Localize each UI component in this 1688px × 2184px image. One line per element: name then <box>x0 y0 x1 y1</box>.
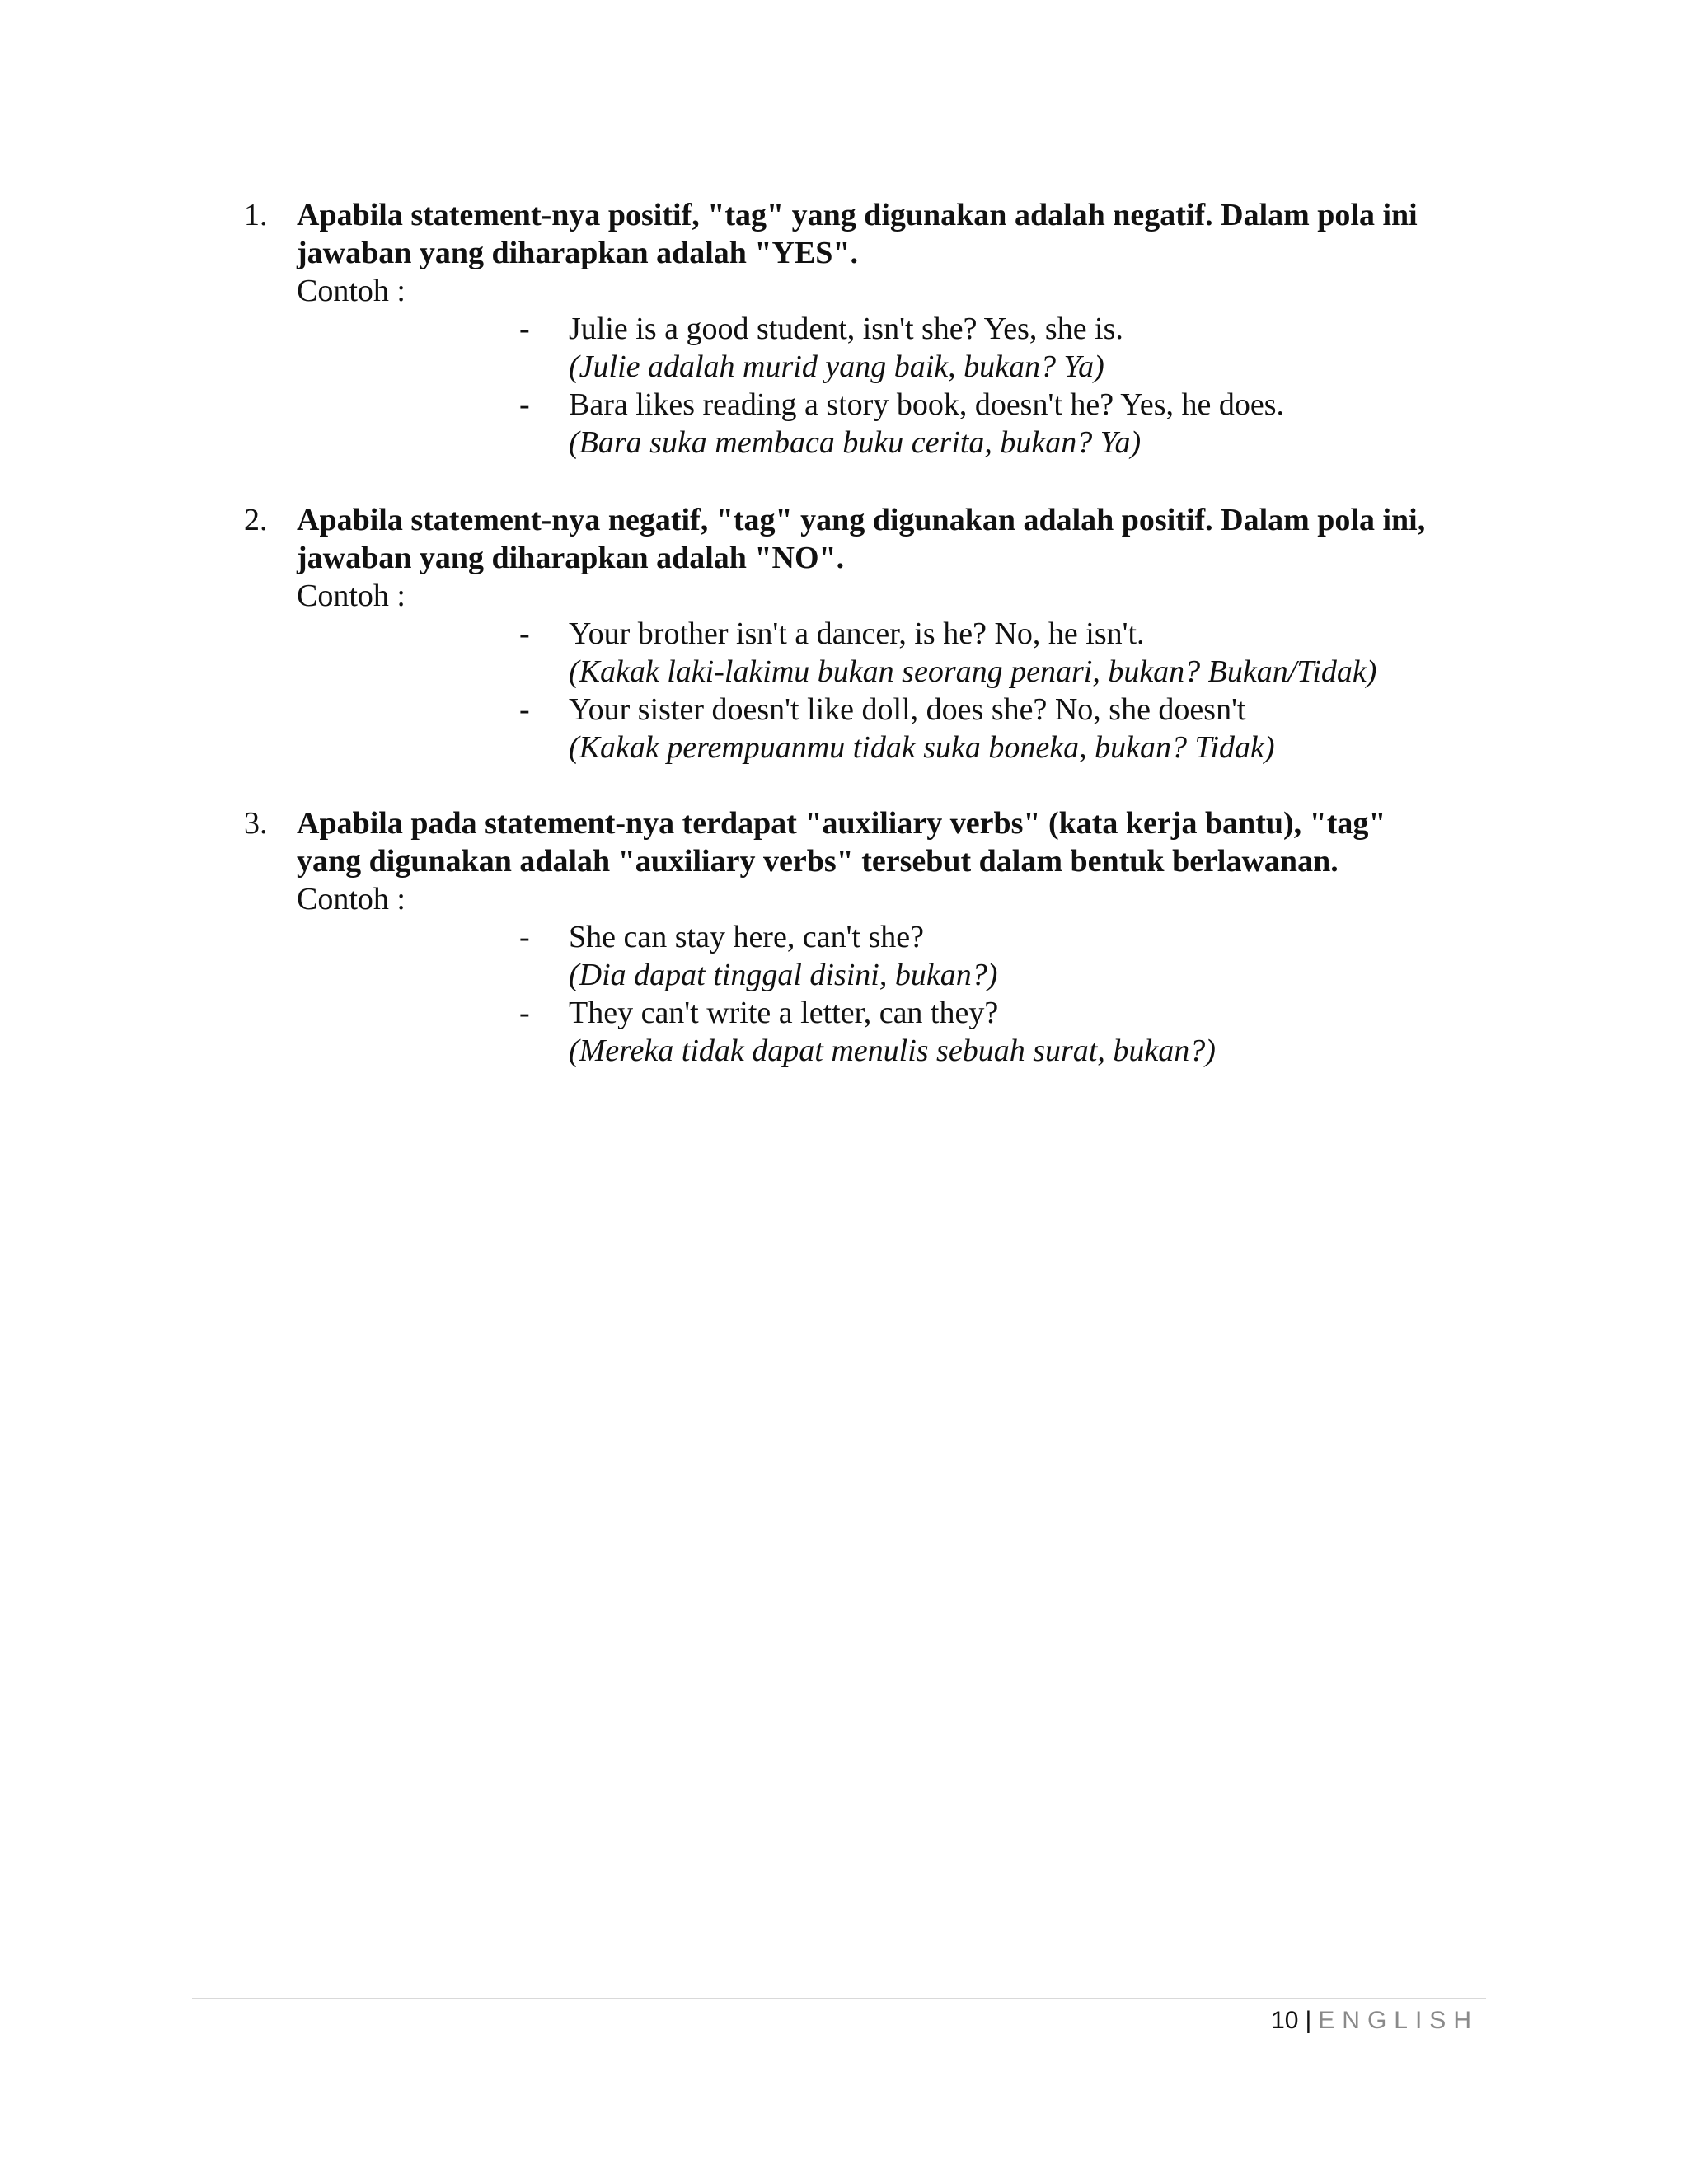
rule-heading-line-2: jawaban yang diharapkan adalah "YES". <box>297 236 859 270</box>
example-label: Contoh : <box>297 579 406 613</box>
rule-heading-line-1: Apabila statement-nya positif, "tag" yang digunakan adalah negatif. Dalam pola ini <box>297 198 1418 232</box>
bullet-dash: - <box>519 692 530 727</box>
bullet-dash: - <box>519 616 530 651</box>
example-translation: (Bara suka membaca buku cerita, bukan? Ya) <box>569 425 1142 460</box>
example-sentence: Julie is a good student, isn't she? Yes, she is. <box>569 312 1123 346</box>
example-translation: (Dia dapat tinggal disini, bukan?) <box>569 958 998 992</box>
rule-heading-line-1: Apabila pada statement-nya terdapat "auxiliary verbs" (kata kerja bantu), "tag" <box>297 806 1386 841</box>
example-label: Contoh : <box>297 882 406 916</box>
rule-item-2 <box>244 501 1513 766</box>
example-item <box>244 615 1513 691</box>
example-translation: (Kakak perempuanmu tidak suka boneka, bukan? Tidak) <box>569 730 1275 765</box>
page-footer <box>1271 2004 1479 2037</box>
rule-number: 3. <box>244 806 268 841</box>
rule-heading-line-2: jawaban yang diharapkan adalah "NO". <box>297 541 845 575</box>
example-item <box>244 918 1513 994</box>
footer-separator: | <box>1305 2007 1312 2034</box>
example-item <box>244 310 1513 386</box>
rule-number: 1. <box>244 198 268 232</box>
rule-heading <box>244 196 1513 272</box>
bullet-dash: - <box>519 312 530 346</box>
example-list <box>244 310 1513 462</box>
example-item <box>244 994 1513 1070</box>
example-translation: (Kakak laki-lakimu bukan seorang penari, bukan? Bukan/Tidak) <box>569 654 1377 689</box>
example-sentence: Bara likes reading a story book, doesn't he? Yes, he does. <box>569 387 1285 422</box>
bullet-dash: - <box>519 920 530 954</box>
bullet-dash: - <box>519 996 530 1030</box>
rule-heading <box>244 501 1513 577</box>
rule-heading-line-1: Apabila statement-nya negatif, "tag" yang digunakan adalah positif. Dalam pola ini, <box>297 503 1426 537</box>
example-sentence: She can stay here, can't she? <box>569 920 924 954</box>
example-sentence: Your brother isn't a dancer, is he? No, he isn't. <box>569 616 1145 651</box>
rule-heading <box>244 804 1513 880</box>
example-list <box>244 615 1513 766</box>
rule-number: 2. <box>244 503 268 537</box>
example-label: Contoh : <box>297 274 406 308</box>
rule-heading-line-2: yang digunakan adalah "auxiliary verbs" tersebut dalam bentuk berlawanan. <box>297 844 1339 879</box>
example-sentence: Your sister doesn't like doll, does she? No, she doesn't <box>569 692 1246 727</box>
example-item <box>244 386 1513 462</box>
example-translation: (Mereka tidak dapat menulis sebuah surat, bukan?) <box>569 1033 1216 1068</box>
bullet-dash: - <box>519 387 530 422</box>
example-item <box>244 691 1513 766</box>
example-sentence: They can't write a letter, can they? <box>569 996 999 1030</box>
example-translation: (Julie adalah murid yang baik, bukan? Ya) <box>569 349 1104 384</box>
footer-divider <box>192 1998 1486 1999</box>
example-list <box>244 918 1513 1070</box>
page-number: 10 <box>1271 2007 1299 2034</box>
section-title: ENGLISH <box>1318 2007 1479 2034</box>
rule-item-3 <box>244 804 1513 1070</box>
rule-item-1 <box>244 196 1513 462</box>
